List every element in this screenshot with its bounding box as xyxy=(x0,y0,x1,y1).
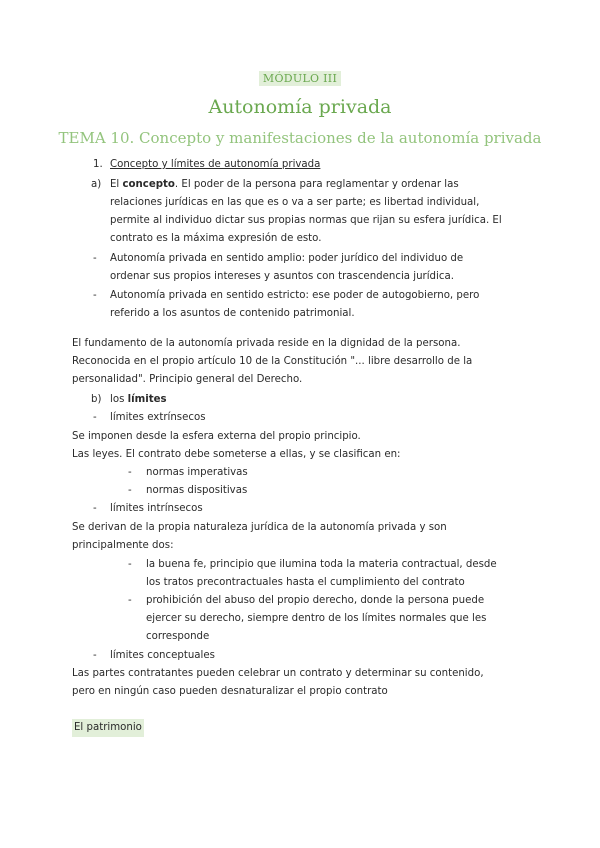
bullet-dash: - xyxy=(128,595,132,606)
good-faith-line-1: la buena fe, principio que ilumina toda la materia contractual, desde xyxy=(146,559,497,570)
para-fundamento-line-3: personalidad". Principio general del Derecho. xyxy=(72,374,303,385)
bullet-dash: - xyxy=(128,559,132,570)
abuse-line-2: ejercer su derecho, siempre dentro de los límites normales que les xyxy=(146,613,487,624)
conceptual-line-2: pero en ningún caso pueden desnaturalizar el propio contrato xyxy=(72,686,388,697)
topic-title: TEMA 10. Concepto y manifestaciones de la autonomía privada xyxy=(58,129,542,147)
good-faith-line-2: los tratos precontractuales hasta el cumplimiento del contrato xyxy=(146,577,465,588)
limits-intrinsic: límites intrínsecos xyxy=(110,503,203,514)
bullet-dash: - xyxy=(93,253,97,264)
bullet-dash: - xyxy=(128,467,132,478)
item-a-line-1: El concepto. El poder de la persona para reglamentar y ordenar las xyxy=(110,179,459,190)
extrinsic-line-1: Se imponen desde la esfera externa del propio principio. xyxy=(72,431,361,442)
extrinsic-line-2: Las leyes. El contrato debe someterse a ellas, y se clasifican en: xyxy=(72,449,401,460)
bullet-broad-line-2: ordenar sus propios intereses y asuntos con trascendencia jurídica. xyxy=(110,271,454,282)
item-a-line-4: contrato es la máxima expresión de esto. xyxy=(110,233,322,244)
item-b-title: los límites xyxy=(110,394,167,405)
item-b-marker: b) xyxy=(91,394,102,405)
bullet-dash: - xyxy=(93,290,97,301)
bullet-strict-line-1: Autonomía privada en sentido estricto: ese poder de autogobierno, pero xyxy=(110,290,480,301)
bullet-dash: - xyxy=(93,650,97,661)
page-title: Autonomía privada xyxy=(208,96,392,118)
sub-dispositive: normas dispositivas xyxy=(146,485,248,496)
item-a-line-2: relaciones jurídicas en las que es o va a ser parte; es libertad individual, xyxy=(110,197,480,208)
intrinsic-line-2: principalmente dos: xyxy=(72,540,174,551)
limits-conceptual: límites conceptuales xyxy=(110,650,215,661)
item-a-marker: a) xyxy=(91,179,102,190)
bullet-dash: - xyxy=(93,503,97,514)
sub-imperative: normas imperativas xyxy=(146,467,248,478)
section-heading-patrimonio: El patrimonio xyxy=(72,719,144,737)
abuse-line-3: corresponde xyxy=(146,631,210,642)
abuse-line-1: prohibición del abuso del propio derecho, donde la persona puede xyxy=(146,595,485,606)
module-label: MÓDULO III xyxy=(0,72,600,85)
section-number: 1. xyxy=(93,159,103,170)
para-fundamento-line-2: Reconocida en el propio artículo 10 de la Constitución "... libre desarrollo de la xyxy=(72,356,473,367)
para-fundamento-line-1: El fundamento de la autonomía privada reside en la dignidad de la persona. xyxy=(72,338,461,349)
bullet-dash: - xyxy=(93,412,97,423)
intrinsic-line-1: Se derivan de la propia naturaleza jurídica de la autonomía privada y son xyxy=(72,522,447,533)
item-a-line-3: permite al individuo dictar sus propias normas que rijan su esfera jurídica. El xyxy=(110,215,502,226)
section-title: Concepto y límites de autonomía privada xyxy=(110,159,321,170)
bullet-strict-line-2: referido a los asuntos de contenido patrimonial. xyxy=(110,308,355,319)
conceptual-line-1: Las partes contratantes pueden celebrar un contrato y determinar su contenido, xyxy=(72,668,484,679)
limits-extrinsic: límites extrínsecos xyxy=(110,412,206,423)
bullet-broad-line-1: Autonomía privada en sentido amplio: poder jurídico del individuo de xyxy=(110,253,464,264)
bullet-dash: - xyxy=(128,485,132,496)
